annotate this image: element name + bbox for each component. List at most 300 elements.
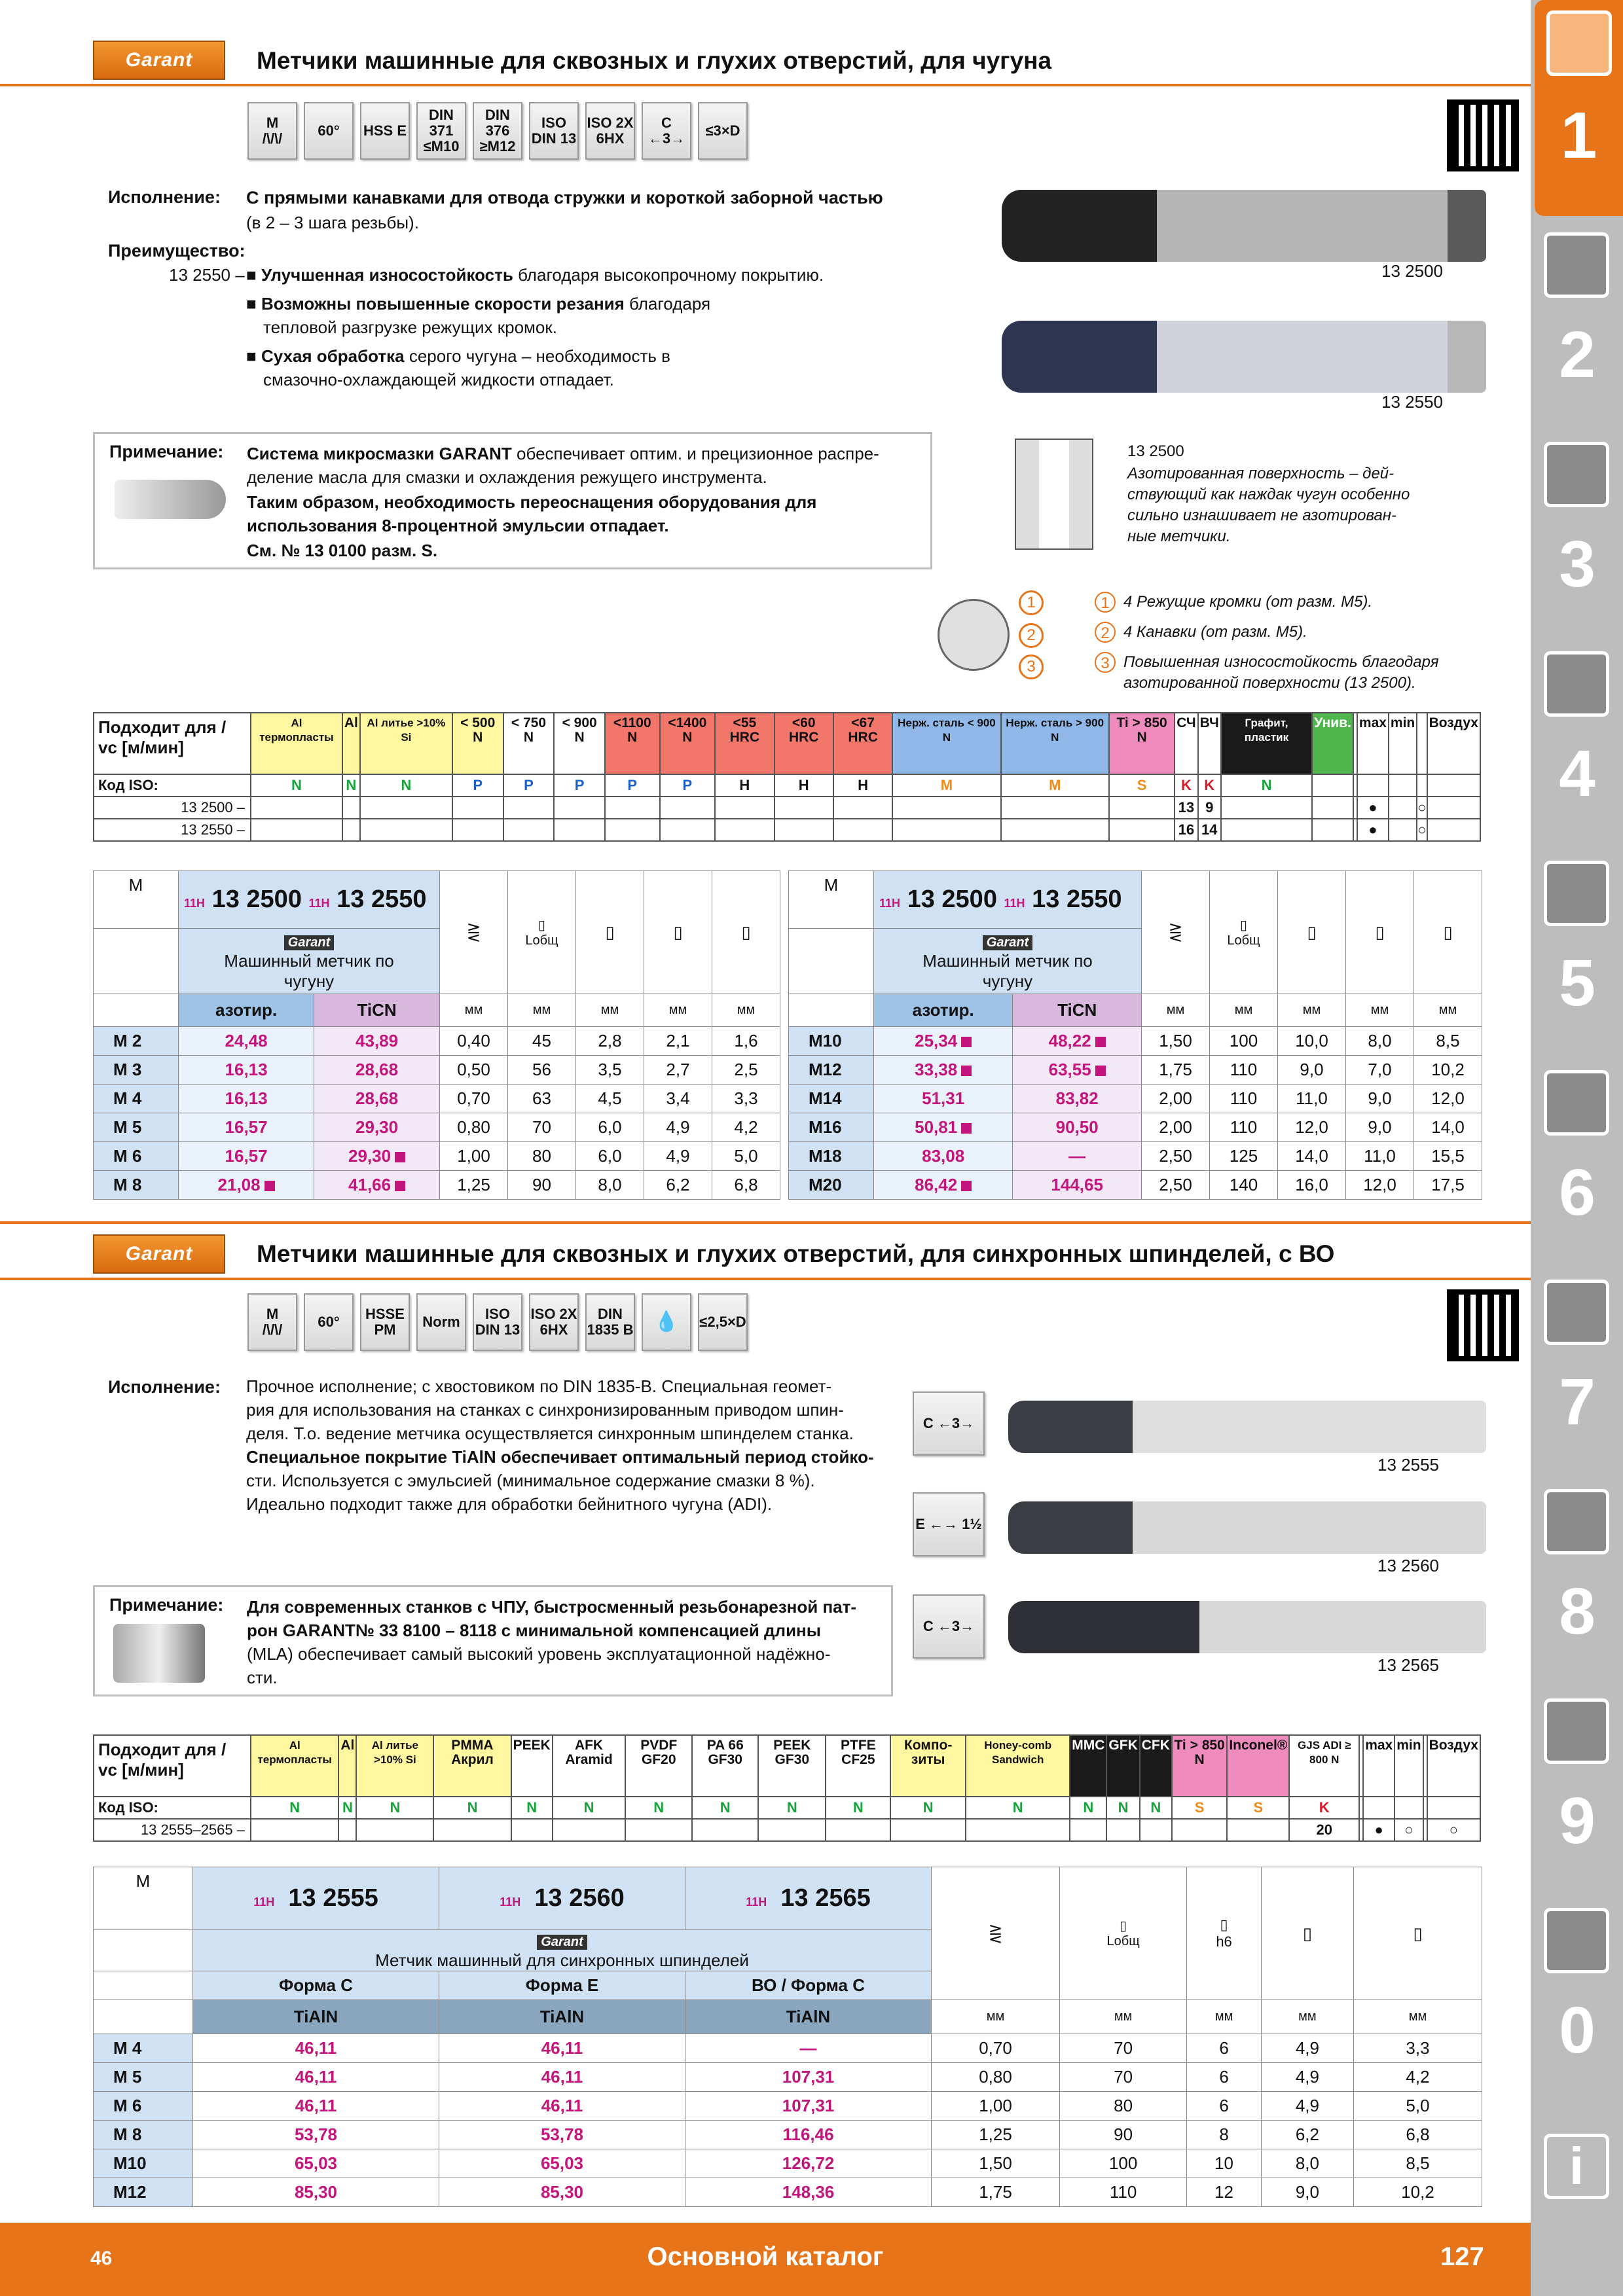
suit-cell [1001,819,1109,841]
text: ISO DIN 13 [531,115,577,147]
suit-cell: ● [1357,819,1389,841]
caliper-icon [1544,651,1609,717]
table-cell: Форма С [193,1971,439,2000]
table-cell: 1,25 [440,1171,508,1200]
iso-2x-icon [529,1293,579,1351]
table-row [94,994,780,1027]
table-cell: M14 [789,1085,874,1113]
material-col: PEEK [511,1735,553,1797]
text: 28,68 [356,1060,399,1079]
iso-code: N [890,1797,966,1819]
suitability-table [93,1734,1481,1842]
table-cell: 46,11 [193,2034,439,2063]
iso-code: N [758,1797,826,1819]
table-cell: 6,8 [712,1171,780,1200]
table-cell: мм [1346,994,1414,1027]
table-row [94,1113,780,1142]
text: C ←3→ [922,1415,975,1431]
tab-number: 7 [1559,1365,1596,1439]
exec-line: Идеально подходит также для обработки бейнитного чугуна (ADI). [246,1494,773,1514]
table-cell [179,1113,314,1142]
tab-6[interactable] [1535,1064,1620,1260]
suit-cell [826,1819,890,1841]
iso-code: K [1289,1797,1359,1819]
table-cell: 8,5 [1414,1027,1482,1056]
text: 1 [1095,592,1116,613]
material-col: <1100 N [605,713,660,774]
table-cell: 14,0 [1414,1113,1482,1142]
material-col: <1400 N [660,713,716,774]
chuck-icon [113,1624,205,1683]
table-cell: 80 [1059,2092,1186,2121]
text: 11H [500,1895,521,1909]
iso-code: N [360,774,452,797]
din376-icon [473,102,522,160]
tab-number: 8 [1559,1575,1596,1648]
text: 13 2500 [907,886,997,913]
iso-code: K [1175,774,1197,797]
tap-icon: ▯ [1261,1867,1353,2000]
suit-cell: ● [1357,797,1389,819]
table-cell: 110 [1210,1113,1278,1142]
table-cell: 6,0 [576,1113,644,1142]
tab-4[interactable] [1535,645,1620,841]
table-cell: 7,0 [1346,1056,1414,1085]
row-code: 13 2550 – [94,819,251,841]
iso-code: N [356,1797,433,1819]
qr-code-icon[interactable] [1447,99,1519,171]
table-cell: M 4 [94,1085,179,1113]
table-cell: 0,80 [440,1113,508,1142]
callout-3: 3 [1019,655,1044,679]
text: M [266,1306,279,1322]
material-col: Ti > 850 N [1172,1735,1227,1797]
table-row [94,1819,1480,1841]
length-icon: ▯ Lобщ [508,871,576,994]
text: благодаря тепловой разгрузке режущих кромок. [263,294,711,337]
table-cell: 110 [1210,1056,1278,1085]
table-cell: 10,0 [1278,1027,1346,1056]
table-cell [874,1171,1013,1200]
table-cell: 2,50 [1142,1171,1210,1200]
table-cell: 4,5 [576,1085,644,1113]
table-row [94,2092,1482,2121]
table-cell: 46,11 [439,2092,685,2121]
text: Norm [422,1314,460,1330]
table-cell: 1,00 [440,1142,508,1171]
material-col: < 750 N [503,713,555,774]
note-label: Примечание: [109,1595,224,1615]
table-cell: 90 [508,1171,576,1200]
iso-code: N [692,1797,758,1819]
feature-list [1095,592,1501,694]
table-cell: 2,5 [712,1056,780,1085]
feature-item [1095,592,1501,613]
suit-cell: ○ [1395,1819,1423,1841]
iso-2x-icon [585,102,635,160]
table-cell [94,1971,193,2000]
note-box [93,432,932,569]
table-cell [1013,1085,1142,1113]
text: 4 Режущие кромки (от разм. M5). [1123,593,1373,611]
exec-text: С прямыми канавками для отвода стружки и короткой заборной частью [246,188,883,207]
table-cell [874,1056,1013,1085]
table-cell [789,994,874,1027]
article-codes [874,871,1142,929]
tap-image [1008,1401,1486,1453]
product-code: 13 2565 [1377,1655,1439,1675]
suit-cell [1389,797,1417,819]
table-cell: 9,0 [1278,1056,1346,1085]
suit-cell [338,1819,356,1841]
table-cell: 80 [508,1142,576,1171]
table-cell: 5,0 [1353,2092,1482,2121]
material-col: MMC [1070,1735,1106,1797]
table-cell: 65,03 [193,2149,439,2178]
table-cell [94,1930,193,1971]
iso-din13-icon [473,1293,522,1351]
table-cell [314,1171,440,1200]
text: 90,50 [1055,1117,1099,1137]
material-col: Al литье >10% Si [360,713,452,774]
suit-cell [554,797,605,819]
table-cell: 45 [508,1027,576,1056]
text: — [1068,1146,1086,1166]
iso-code: N [251,1797,338,1819]
suit-cell [890,1819,966,1841]
text: Улучшенная износостойкость [261,265,513,285]
material-col: Al литье >10% Si [356,1735,433,1797]
table-cell: 8,5 [1353,2149,1482,2178]
suit-cell [452,819,503,841]
tab-5[interactable] [1535,854,1620,1050]
shank-icon: ▯ [644,871,712,994]
material-col: CFK [1140,1735,1172,1797]
table-cell: 4,2 [712,1113,780,1142]
iso-code: S [1172,1797,1227,1819]
tab-number: 6 [1559,1156,1596,1229]
text: 4 Канавки (от разм. M5). [1123,623,1307,641]
text: h6 [1216,1933,1232,1950]
table-row [94,1867,1482,1930]
depth-icon [698,1293,748,1351]
material-col: Inconel® [1227,1735,1289,1797]
table-cell: 100 [1210,1027,1278,1056]
depth-icon [698,102,748,160]
suit-cell [966,1819,1070,1841]
text: Lобщ [1106,1934,1140,1948]
table-cell [789,929,874,994]
text: 13 2565 [780,1884,871,1912]
iso-code: N [826,1797,890,1819]
table-cell: M 6 [94,2092,193,2121]
table-cell: 53,78 [193,2121,439,2149]
section-title: Метчики машинные для сквозных и глухих отверстий, для чугуна [257,47,1052,74]
table-cell: TiAlN [193,2000,439,2034]
text: ISO 2X 6HX [587,115,634,147]
table-cell: 15,5 [1414,1142,1482,1171]
table-row [94,1142,780,1171]
suit-cell [251,819,342,841]
tab-number: 2 [1559,318,1596,391]
exec-line: Прочное исполнение; с хвостовиком по DIN 1835-B. Специальная геомет- [246,1376,832,1396]
table-cell: 65,03 [439,2149,685,2178]
table-cell: 53,78 [439,2121,685,2149]
suit-cell [1106,1819,1139,1841]
table-cell [179,1056,314,1085]
table-row [94,774,1480,797]
m-head: M [94,1867,193,1930]
suit-cell [360,797,452,819]
table-cell [179,1142,314,1171]
table-cell [314,1056,440,1085]
tab-number: 0 [1559,1994,1596,2067]
text: 13 2555 [288,1884,378,1912]
table-cell: 56 [508,1056,576,1085]
tap-image [1008,1501,1486,1554]
iso-code [1357,774,1389,797]
footer-title: Основной каталог [647,2242,884,2271]
table-cell: мм [440,994,508,1027]
table-cell: 0,70 [932,2034,1060,2063]
text: 83,08 [922,1146,965,1166]
table-cell: 4,9 [1261,2063,1353,2092]
note-text-block [247,1595,888,1689]
table-row [789,871,1482,929]
material-col: Нерж. сталь > 900 N [1001,713,1109,774]
iso-code: P [503,774,555,797]
iso-code [1427,774,1480,797]
table-cell: 125 [1210,1142,1278,1171]
suit-cell [1221,797,1313,819]
tab-3[interactable] [1535,435,1620,632]
table-row [789,1171,1482,1200]
table-row [789,1056,1482,1085]
table-cell: M20 [789,1171,874,1200]
m-head: M [789,871,874,929]
cabinet-icon [1544,1698,1609,1764]
adv-item: ■ Сухая обработка серого чугуна – необходимость в смазочно-охлаждающей жидкости отпадает. [246,346,670,389]
table-cell: 4,9 [644,1113,712,1142]
table-cell [1013,1142,1142,1171]
table-cell: 0,80 [932,2063,1060,2092]
tab-info[interactable] [1535,2121,1620,2219]
text: DIN 371 ≤M10 [423,107,460,154]
tab-active-1[interactable] [1535,0,1623,216]
table-cell [179,1171,314,1200]
suit-cell [503,819,555,841]
note-text [247,442,921,489]
iso-code [1363,1797,1395,1819]
text: 21,08 [217,1175,261,1194]
page-number-left: 46 [90,2248,113,2269]
table-cell: 6,2 [1261,2121,1353,2149]
din371-icon [416,102,466,160]
suit-cell [692,1819,758,1841]
angle-icon [304,1293,354,1351]
table-cell: 4,9 [644,1142,712,1171]
note-label: Примечание: [109,442,224,461]
size-table-right [788,870,1482,1200]
text: Система микросмазки GARANT [247,444,512,463]
material-col: < 500 N [452,713,503,774]
material-col: Унив. [1312,713,1353,774]
tab-number: 1 [1560,99,1597,172]
table-cell: мм [576,994,644,1027]
table-cell: 1,75 [1142,1056,1210,1085]
suit-cell: ○ [1417,797,1427,819]
table-cell: 63 [508,1085,576,1113]
suit-cell: ○ [1427,1819,1480,1841]
suit-cell [553,1819,625,1841]
table-cell: 6 [1187,2063,1262,2092]
adv-code: 13 2550 – [169,265,245,285]
suit-cell [775,819,833,841]
row-code: 13 2555–2565 – [94,1819,251,1841]
table-cell [874,1027,1013,1056]
table-cell: 2,8 [576,1027,644,1056]
table-cell: мм [932,2000,1060,2034]
table-cell: 8,0 [1261,2149,1353,2178]
table-cell: 116,46 [685,2121,932,2149]
iso-code: N [433,1797,511,1819]
table-cell [1013,1171,1142,1200]
text: DIN 376 ≥M12 [479,107,516,154]
pitch-icon: ⋛ [440,871,508,994]
table-cell: 110 [1210,1085,1278,1113]
text: Lобщ [1227,933,1260,948]
material-col: Al термопласты [251,713,342,774]
material-col: max [1357,713,1389,774]
suit-cell: ● [1363,1819,1395,1841]
table-cell: M 6 [94,1142,179,1171]
iso-code: N [251,774,342,797]
adv-label: Преимущество: [108,241,246,260]
suit-cell [251,1819,338,1841]
table-cell: 46,11 [439,2034,685,2063]
text: DIN 1835 B [587,1306,634,1338]
size-table [93,1867,1482,2207]
table-cell: азотир. [179,994,314,1027]
table-row [789,994,1482,1027]
tab-7[interactable] [1535,1273,1620,1469]
table-cell: M 4 [94,2034,193,2063]
table-cell [874,1113,1013,1142]
table-cell: 9,0 [1346,1085,1414,1113]
table-cell: 90 [1059,2121,1186,2149]
suit-cell [1109,797,1175,819]
material-col: <55 HRC [715,713,774,774]
iso-code: P [660,774,716,797]
table-row [94,871,780,929]
tab-0[interactable] [1535,1901,1620,2098]
length-icon: ▯ Lобщ [1210,871,1278,994]
table-cell: 6,8 [1353,2121,1482,2149]
table-cell: 2,00 [1142,1113,1210,1142]
text: Lобщ [525,933,558,948]
suit-cell [833,797,892,819]
iso-code: M [892,774,1000,797]
table-cell: M12 [94,2178,193,2207]
suit-head: Подходит для / vc [м/мин] [94,1735,251,1797]
text: 33,38 [915,1060,958,1079]
tab-9[interactable] [1535,1692,1620,1888]
angle-icon [304,102,354,160]
text: 41,66 [348,1175,392,1194]
material-col: <60 HRC [775,713,833,774]
iso-code: K [1198,774,1221,797]
tap-icon: ▯ [576,871,644,994]
text: ISO 2X 6HX [530,1306,577,1338]
suit-cell [605,819,660,841]
iso-code [1312,774,1353,797]
tab-number: 3 [1559,528,1596,601]
text: Машинный метчик по чугуну [922,951,1093,991]
suit-cell [554,819,605,841]
text: 60° [318,1314,340,1330]
tab-2[interactable] [1535,226,1620,422]
exec-text-rest: (в 2 – 3 шага резьбы). [246,213,419,232]
table-cell: мм [644,994,712,1027]
table-cell: 3,5 [576,1056,644,1085]
text: 63,55 [1048,1060,1091,1079]
table-cell: 2,50 [1142,1142,1210,1171]
table-cell: 0,40 [440,1027,508,1056]
table-cell: M 8 [94,1171,179,1200]
table-row [94,713,1480,774]
suit-cell [251,797,342,819]
table-cell: 12 [1187,2178,1262,2207]
m-head: M [94,871,179,929]
insert-icon [1544,232,1609,298]
table-cell: 6 [1187,2034,1262,2063]
table-cell: M10 [789,1027,874,1056]
table-cell [874,1085,1013,1113]
text: благодаря высокопрочному покрытию. [513,265,824,285]
suit-cell [342,797,360,819]
table-cell: M18 [789,1142,874,1171]
material-col: Al термопласты [251,1735,338,1797]
iso-code: M [1001,774,1109,797]
table-cell [94,929,179,994]
table-cell: мм [1210,994,1278,1027]
tab-8[interactable] [1535,1482,1620,1679]
table-cell: 8 [1187,2121,1262,2149]
table-cell: 0,70 [440,1085,508,1113]
divider [0,84,1531,86]
suit-cell [715,819,774,841]
table-cell: 70 [1059,2034,1186,2063]
suit-cell: 20 [1289,1819,1359,1841]
suit-cell [511,1819,553,1841]
coolant-icon: 💧 [642,1293,691,1351]
table-cell: 110 [1059,2178,1186,2207]
table-cell: мм [1142,994,1210,1027]
tap-icon: ▯ [1278,871,1346,994]
table-row [94,1056,780,1085]
text: Сухая обработка [261,346,405,366]
table-cell [314,1027,440,1056]
text: 11H [308,897,330,910]
qr-code-icon[interactable] [1447,1289,1519,1361]
table-row [94,797,1480,819]
suit-cell [1427,797,1480,819]
table-cell: M10 [94,2149,193,2178]
table-row [789,1027,1482,1056]
material-col: СЧ [1175,713,1197,774]
table-cell [1013,1113,1142,1142]
table-cell: 16,0 [1278,1171,1346,1200]
